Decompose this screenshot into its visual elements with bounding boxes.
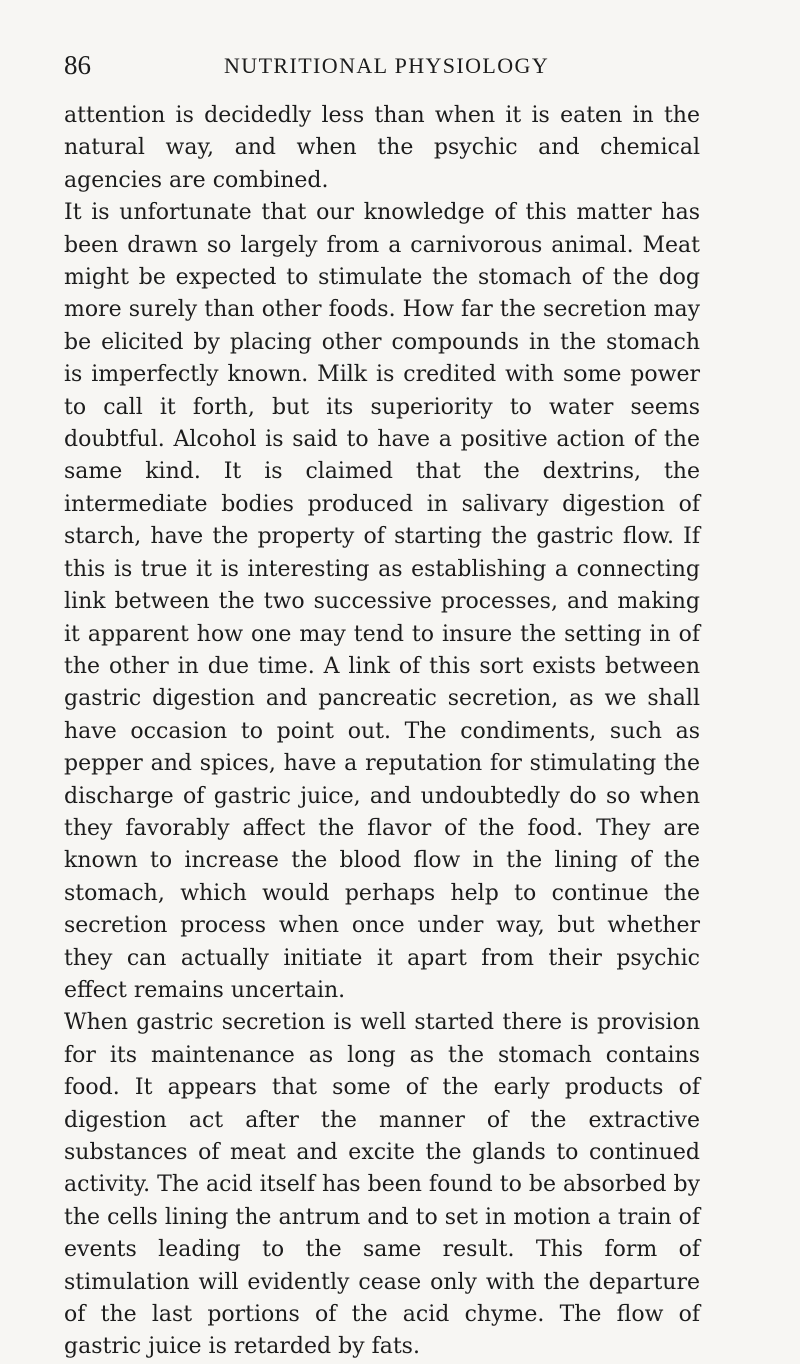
running-head: NUTRITIONAL PHYSIOLOGY bbox=[224, 53, 550, 78]
page-header bbox=[64, 50, 720, 84]
body-text bbox=[64, 100, 700, 1364]
paragraph: It is unfortunate that our knowledge of this matter has been drawn so largely from a carnivorous animal. Meat might be expected to stimulate the stomach of the dog more surely than other foods. How far the secretion may be elicited by placing other compounds in the stomach is imperfectly known. Milk is credited with some power to call it forth, but its superiority to water seems doubtful. Alcohol is said to have a positive action of the same kind. It is claimed that the dextrins, the intermediate bodies produced in salivary digestion of starch, have the property of starting the gastric flow. If this is true it is interesting as establishing a connecting link between the two successive processes, and making it apparent how one may tend to insure the setting in of the other in due time. A link of this sort exists between gastric digestion and pancreatic secretion, as we shall have occasion to point out. The condiments, such as pepper and spices, have a reputation for stimulating the discharge of gastric juice, and undoubtedly do so when they favorably affect the flavor of the food. They are known to increase the blood flow in the lining of the stomach, which would perhaps help to continue the secretion process when once under way, but whether they can actually initiate it apart from their psychic effect remains uncertain. bbox=[64, 200, 700, 1003]
page-number: 86 bbox=[64, 50, 91, 80]
paragraph: When gastric secretion is well started there is provision for its maintenance as long as the stomach contains food. It appears that some of the early products of digestion act after the manner of the extractive substances of meat and excite the glands to continued activity. The acid itself has been found to be absorbed by the cells lining the antrum and to set in motion a train of events leading to the same result. This form of stimulation will evidently cease only with the departure of the last portions of the acid chyme. The flow of gastric juice is retarded by fats. bbox=[64, 1010, 700, 1360]
paragraph: attention is decidedly less than when it is eaten in the natural way, and when the psychic and chemical agencies are combined. bbox=[64, 103, 700, 193]
